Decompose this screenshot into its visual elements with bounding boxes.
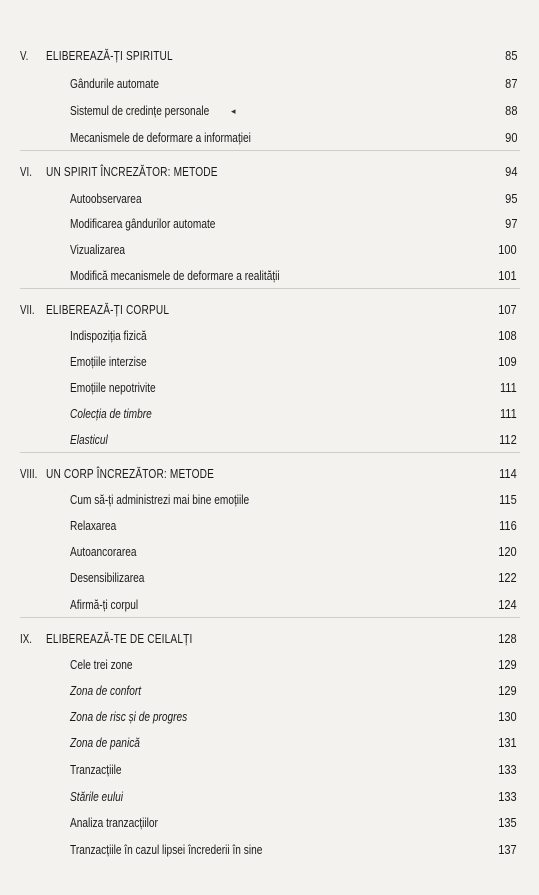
entry-title: Stările eului <box>70 789 123 804</box>
page-number: 111 <box>500 406 517 421</box>
toc-entry-row <box>0 350 539 374</box>
page-number: 122 <box>498 570 517 585</box>
toc-entry-row <box>0 72 539 96</box>
toc-entry-row <box>0 838 539 862</box>
entry-title: Vizualizarea <box>70 242 126 257</box>
section-divider <box>20 288 520 289</box>
toc-entry-row <box>0 566 539 590</box>
page-number: 135 <box>498 815 517 830</box>
toc-entry-row <box>0 212 539 236</box>
entry-title: Emoțiile nepotrivite <box>70 380 156 395</box>
toc-entry-row <box>0 811 539 835</box>
page-number: 129 <box>498 683 517 698</box>
chapter-number: IX. <box>20 632 32 646</box>
toc-entry-row <box>0 731 539 755</box>
section-divider <box>20 150 520 151</box>
toc-chapter-row <box>0 298 539 322</box>
page-number: 85 <box>504 48 517 63</box>
page-number: 101 <box>498 268 517 283</box>
toc-entry-row <box>0 402 539 426</box>
page-number: 133 <box>498 762 517 777</box>
page-number: 90 <box>504 130 517 145</box>
section-divider <box>20 617 520 618</box>
entry-title: Colecția de timbre <box>70 406 152 421</box>
page-number: 112 <box>499 432 517 447</box>
toc-chapter-row <box>0 462 539 486</box>
page-number: 95 <box>504 191 517 206</box>
chapter-title: UN SPIRIT ÎNCREZĂTOR: METODE <box>46 164 218 179</box>
toc-entry-row <box>0 187 539 211</box>
entry-title: Zona de confort <box>70 683 142 698</box>
chapter-title: ELIBEREAZĂ-ȚI CORPUL <box>46 302 170 317</box>
entry-title: Emoțiile interzise <box>70 354 147 369</box>
entry-title: Cum să-ți administrezi mai bine emoțiile <box>70 492 250 507</box>
toc-entry-row <box>0 264 539 288</box>
toc-entry-row <box>0 705 539 729</box>
entry-title: Analiza tranzacțiilor <box>70 815 158 830</box>
entry-title: Mecanismele de deformare a informației <box>70 130 251 145</box>
page-number: 131 <box>498 735 517 750</box>
chapter-number: V. <box>20 49 29 63</box>
entry-title: Zona de panică <box>70 735 140 750</box>
page-number: 124 <box>498 597 517 612</box>
page-number: 115 <box>499 492 517 507</box>
toc-chapter-row <box>0 627 539 651</box>
page-number: 137 <box>498 842 517 857</box>
toc-entry-row <box>0 758 539 782</box>
entry-title: Indispoziția fizică <box>70 328 147 343</box>
toc-entry-row <box>0 593 539 617</box>
page-number: 97 <box>504 216 517 231</box>
entry-title: Afirmă-ți corpul <box>70 597 139 612</box>
toc-entry-row <box>0 514 539 538</box>
entry-title: Tranzacțiile <box>70 762 122 777</box>
toc-entry-row <box>0 324 539 348</box>
entry-title: Autoobservarea <box>70 191 142 206</box>
page-number: 130 <box>498 709 517 724</box>
entry-title: Tranzacțiile în cazul lipsei încrederii în sine <box>70 842 263 857</box>
chapter-title: UN CORP ÎNCREZĂTOR: METODE <box>46 466 215 481</box>
page-number: 88 <box>504 103 517 118</box>
chapter-title: ELIBEREAZĂ-ȚI SPIRITUL <box>46 48 173 63</box>
chapter-title: ELIBEREAZĂ-TE DE CEILALȚI <box>46 631 193 646</box>
entry-title: Modifică mecanismele de deformare a realității <box>70 268 280 283</box>
chapter-number: VIII. <box>20 467 38 481</box>
page-number: 116 <box>499 518 517 533</box>
toc-entry-row <box>0 785 539 809</box>
page-number: 100 <box>498 242 517 257</box>
toc-entry-row <box>0 238 539 262</box>
toc-chapter-row <box>0 44 539 68</box>
page-number: 111 <box>500 380 517 395</box>
page-number: 128 <box>498 631 517 646</box>
toc-entry-row <box>0 376 539 400</box>
entry-title: Elasticul <box>70 432 108 447</box>
page-number: 114 <box>499 466 517 481</box>
toc-entry-row <box>0 653 539 677</box>
page-number: 133 <box>498 789 517 804</box>
toc-entry-row <box>0 540 539 564</box>
page-number: 87 <box>504 76 517 91</box>
page-number: 129 <box>498 657 517 672</box>
toc-entry-row <box>0 679 539 703</box>
section-divider <box>20 452 520 453</box>
toc-chapter-row <box>0 160 539 184</box>
toc-entry-row <box>0 488 539 512</box>
toc-entry-row <box>0 126 539 150</box>
entry-title: Autoancorarea <box>70 544 137 559</box>
entry-title: Relaxarea <box>70 518 117 533</box>
toc-entry-row <box>0 428 539 452</box>
entry-title: Desensibilizarea <box>70 570 145 585</box>
page-number: 108 <box>498 328 517 343</box>
chapter-number: VII. <box>20 303 35 317</box>
entry-title: Sistemul de credințe personale <box>70 103 210 118</box>
chapter-number: VI. <box>20 165 32 179</box>
entry-title: Cele trei zone <box>70 657 133 672</box>
print-mark: ◂ <box>231 106 236 116</box>
toc-entry-row <box>0 99 539 123</box>
page-number: 120 <box>498 544 517 559</box>
entry-title: Modificarea gândurilor automate <box>70 216 216 231</box>
page-number: 94 <box>504 164 517 179</box>
entry-title: Gândurile automate <box>70 76 160 91</box>
entry-title: Zona de risc și de progres <box>70 709 188 724</box>
page-number: 109 <box>498 354 517 369</box>
page-number: 107 <box>498 302 517 317</box>
